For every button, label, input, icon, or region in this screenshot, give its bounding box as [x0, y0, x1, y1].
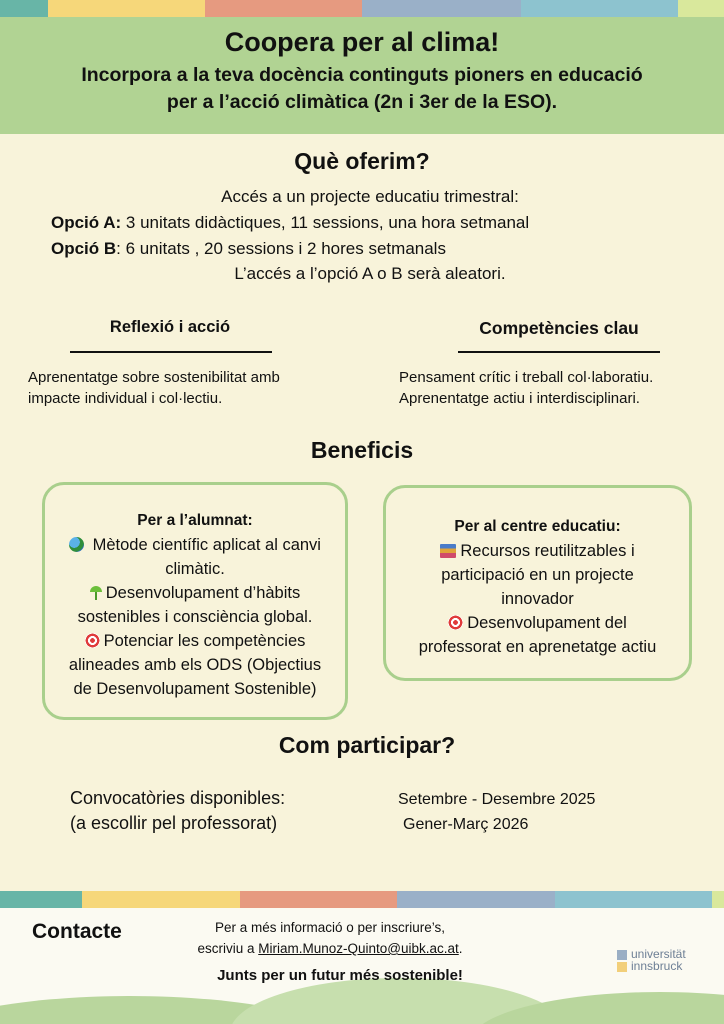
reflection-title: Reflexió i acció — [109, 318, 231, 336]
university-logo: universität innsbruck — [617, 948, 707, 974]
competences-text: Pensament crític i treball col·laboratiu. Aprenentatge actiu i interdisciplinari. — [399, 369, 654, 407]
competences-title: Competències clau — [479, 318, 639, 338]
option-b: Opció B: 6 unitats , 20 sessions i 2 hores setmanals — [51, 239, 446, 258]
option-b-label: Opció B — [51, 239, 117, 258]
offer-heading: Què oferim? — [294, 148, 430, 174]
sprout-icon — [90, 585, 102, 600]
target-icon — [448, 615, 463, 630]
calls-text: Convocatòries disponibles: (a escollir pel professorat) — [70, 788, 286, 833]
top-color-stripe — [0, 0, 724, 17]
option-a: Opció A: 3 unitats didàctiques, 11 sessions, una hora setmanal — [51, 213, 530, 232]
slogan: Junts per un futur més sostenible! — [217, 967, 463, 984]
books-icon — [440, 544, 456, 558]
contact-title: Contacte — [32, 920, 122, 943]
divider-right — [458, 351, 660, 353]
page-subtitle: Incorpora a la teva docència continguts pioners en educació per a l’acció climàtica (2n i 3er de la ESO). — [81, 64, 643, 113]
benefits-heading: Beneficis — [310, 437, 414, 463]
contact-info: Per a més informació o per inscriure’s, escriviu a Miriam.Munoz-Quinto@uibk.ac.at. — [197, 920, 463, 956]
option-a-label: Opció A: — [51, 213, 122, 232]
header-banner — [0, 17, 724, 134]
call-date-1: Setembre - Desembre 2025 — [398, 791, 596, 808]
call-date-2: Gener-Març 2026 — [403, 816, 529, 833]
participate-heading: Com participar? — [278, 732, 456, 758]
school-card: Per al centre educatiu: Recursos reutilitzables i participació en un projecte innovador Desenvolupament del professorat en aprenetatge actiu — [383, 485, 692, 681]
students-card: Per a l’alumnat: Mètode científic aplicat al canvi climàtic. Desenvolupament d’hàbits sostenibles i consciència global. Potenciar les competències alineades amb els ODS (Objectius de Desenvolupament Sostenible) — [42, 482, 348, 720]
divider-left — [70, 351, 272, 353]
email-link[interactable]: Miriam.Munoz-Quinto@uibk.ac.at — [258, 941, 459, 956]
offer-intro: Accés a un projecte educatiu trimestral: — [221, 187, 519, 206]
footer — [0, 908, 724, 1024]
reflection-text: Aprenentatge sobre sostenibilitat amb impacte individual i col·lectiu. — [28, 369, 280, 407]
students-card-title: Per a l’alumnat: — [137, 512, 253, 529]
globe-icon — [69, 537, 84, 552]
target-icon — [85, 633, 100, 648]
bottom-color-stripe — [0, 891, 724, 908]
random-note: L’accés a l’opció A o B serà aleatori. — [234, 264, 506, 283]
school-card-title: Per al centre educatiu: — [454, 518, 621, 535]
page-title: Coopera per al clima! — [224, 27, 500, 57]
call-dates — [398, 787, 595, 837]
